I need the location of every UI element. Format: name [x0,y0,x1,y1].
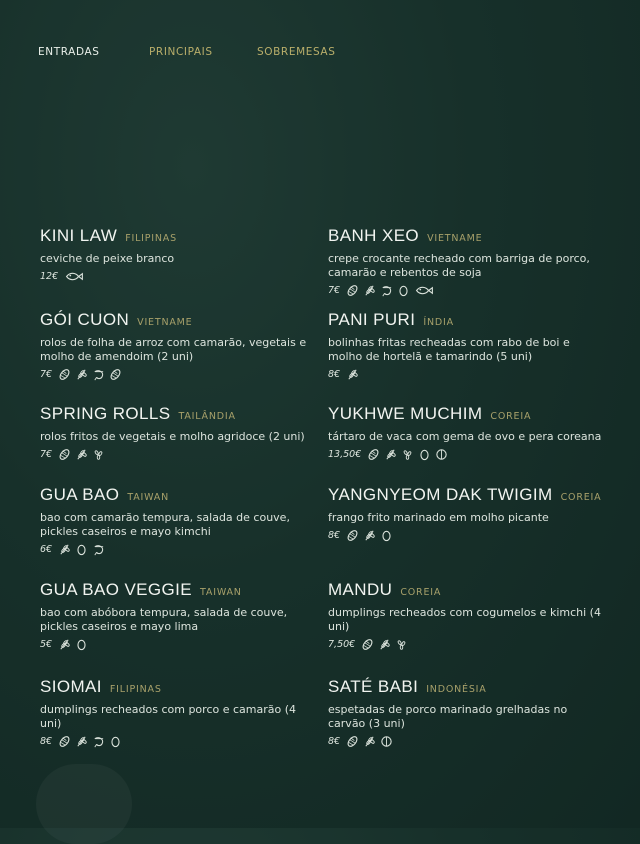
peanut-icon [346,284,359,297]
menu-item-header [40,226,315,246]
wheat-icon [346,368,359,381]
fish-icon [64,270,84,283]
dish-price: 8€ [40,736,53,747]
dish-meta [40,368,315,381]
egg-icon [75,638,88,651]
peanut-icon [58,735,71,748]
peanut-icon [346,735,359,748]
dish-name: KINI LAW [40,226,118,245]
menu-item [328,580,603,651]
menu-item [40,226,315,283]
dish-origin: INDONÉSIA [426,684,487,695]
wheat-icon [75,448,88,461]
egg-icon [380,529,393,542]
menu-item-header [328,404,603,424]
dish-origin: FILIPINAS [125,233,177,244]
dish-meta [40,270,315,283]
soy-icon [380,735,393,748]
shrimp-icon [92,735,105,748]
menu-item [40,485,315,556]
dish-description: dumplings recheados com cogumelos e kimchi (4 uni) [328,606,601,633]
menu-item-header [328,310,603,330]
logo-watermark [36,764,132,844]
dish-meta [40,543,315,556]
dish-name: GUA BAO [40,485,120,504]
sesame-icon [395,638,408,651]
dish-name: YANGNYEOM DAK TWIGIM [328,485,553,504]
menu-item [40,580,315,651]
dish-price: 8€ [328,736,341,747]
dish-origin: COREIA [560,492,602,503]
dish-description: ceviche de peixe branco [40,252,175,265]
dish-name: MANDU [328,580,393,599]
menu-item [328,485,603,542]
dish-price: 8€ [328,530,341,541]
dish-meta [328,638,603,651]
dish-origin: TAIWAN [127,492,169,503]
dish-price: 13,50€ [328,449,362,460]
dish-origin: COREIA [400,587,442,598]
dish-price: 5€ [40,639,53,650]
dish-origin: ÍNDIA [423,317,454,328]
dish-name: GUA BAO VEGGIE [40,580,193,599]
dish-meta [328,368,603,381]
dish-price: 12€ [40,271,59,282]
peanut-icon [58,448,71,461]
egg-icon [418,448,431,461]
wheat-icon [378,638,391,651]
dish-meta [328,735,603,748]
dish-description: bao com abóbora tempura, salada de couve, pickles caseiros e mayo lima [40,606,288,633]
wheat-icon [363,284,376,297]
sesame-icon [401,448,414,461]
wheat-icon [75,735,88,748]
soy-icon [435,448,448,461]
dish-meta [328,448,603,461]
menu-item [328,310,603,381]
wheat-icon [75,368,88,381]
menu-item [328,677,603,748]
dish-price: 8€ [328,369,341,380]
peanut-icon [109,368,122,381]
egg-icon [75,543,88,556]
menu-item-header [40,677,315,697]
dish-meta [40,448,315,461]
menu-item [328,404,603,461]
dish-meta [328,284,603,297]
menu-item-header [40,580,315,600]
wheat-icon [384,448,397,461]
dish-meta [40,735,315,748]
wheat-icon [58,638,71,651]
dish-price: 7€ [40,369,53,380]
peanut-icon [361,638,374,651]
egg-icon [397,284,410,297]
dish-description: bao com camarão tempura, salada de couve, pickles caseiros e mayo kimchi [40,511,290,538]
dish-origin: TAILÂNDIA [178,411,236,422]
dish-origin: COREIA [490,411,532,422]
tab-sobremesas[interactable]: SOBREMESAS [257,46,336,58]
dish-description: espetadas de porco marinado grelhadas no carvão (3 uni) [328,703,568,730]
dish-name: YUKHWE MUCHIM [328,404,483,423]
menu-item [40,677,315,748]
dish-price: 7€ [328,285,341,296]
peanut-icon [58,368,71,381]
menu-item-header [328,677,603,697]
menu-item-header [40,404,315,424]
wheat-icon [58,543,71,556]
dish-name: SATÉ BABI [328,677,419,696]
dish-description: crepe crocante recheado com barriga de porco, camarão e rebentos de soja [328,252,590,279]
dish-price: 7,50€ [328,639,356,650]
menu-tabs [38,46,335,58]
dish-name: GÓI CUON [40,310,130,329]
menu-item-header [328,226,603,246]
menu-item-header [40,485,315,505]
dish-origin: VIETNAME [137,317,193,328]
wheat-icon [363,529,376,542]
dish-description: dumplings recheados com porco e camarão (4 uni) [40,703,297,730]
dish-description: tártaro de vaca com gema de ovo e pera coreana [328,430,602,443]
menu-item [328,226,603,297]
dish-name: SPRING ROLLS [40,404,171,423]
dish-description: frango frito marinado em molho picante [328,511,549,524]
menu-item [40,310,315,381]
dish-description: rolos fritos de vegetais e molho agridoce (2 uni) [40,430,305,443]
wheat-icon [363,735,376,748]
dish-meta [40,638,315,651]
tab-principais[interactable]: PRINCIPAIS [149,46,213,58]
dish-name: SIOMAI [40,677,102,696]
dish-price: 7€ [40,449,53,460]
dish-description: rolos de folha de arroz com camarão, vegetais e molho de amendoim (2 uni) [40,336,307,363]
dish-name: BANH XEO [328,226,420,245]
sesame-icon [92,448,105,461]
menu-item [40,404,315,461]
dish-meta [328,529,603,542]
egg-icon [109,735,122,748]
peanut-icon [367,448,380,461]
menu-item-header [40,310,315,330]
shrimp-icon [92,543,105,556]
tab-entradas[interactable]: ENTRADAS [38,46,100,58]
dish-origin: FILIPINAS [109,684,162,695]
dish-origin: VIETNAME [427,233,483,244]
dish-price: 6€ [40,544,53,555]
menu-item-header [328,485,603,505]
fish-icon [414,284,434,297]
shrimp-icon [92,368,105,381]
dish-name: PANI PURI [328,310,416,329]
dish-description: bolinhas fritas recheadas com rabo de boi e molho de hortelã e tamarindo (5 uni) [328,336,570,363]
shrimp-icon [380,284,393,297]
menu-item-header [328,580,603,600]
dish-origin: TAIWAN [200,587,242,598]
peanut-icon [346,529,359,542]
